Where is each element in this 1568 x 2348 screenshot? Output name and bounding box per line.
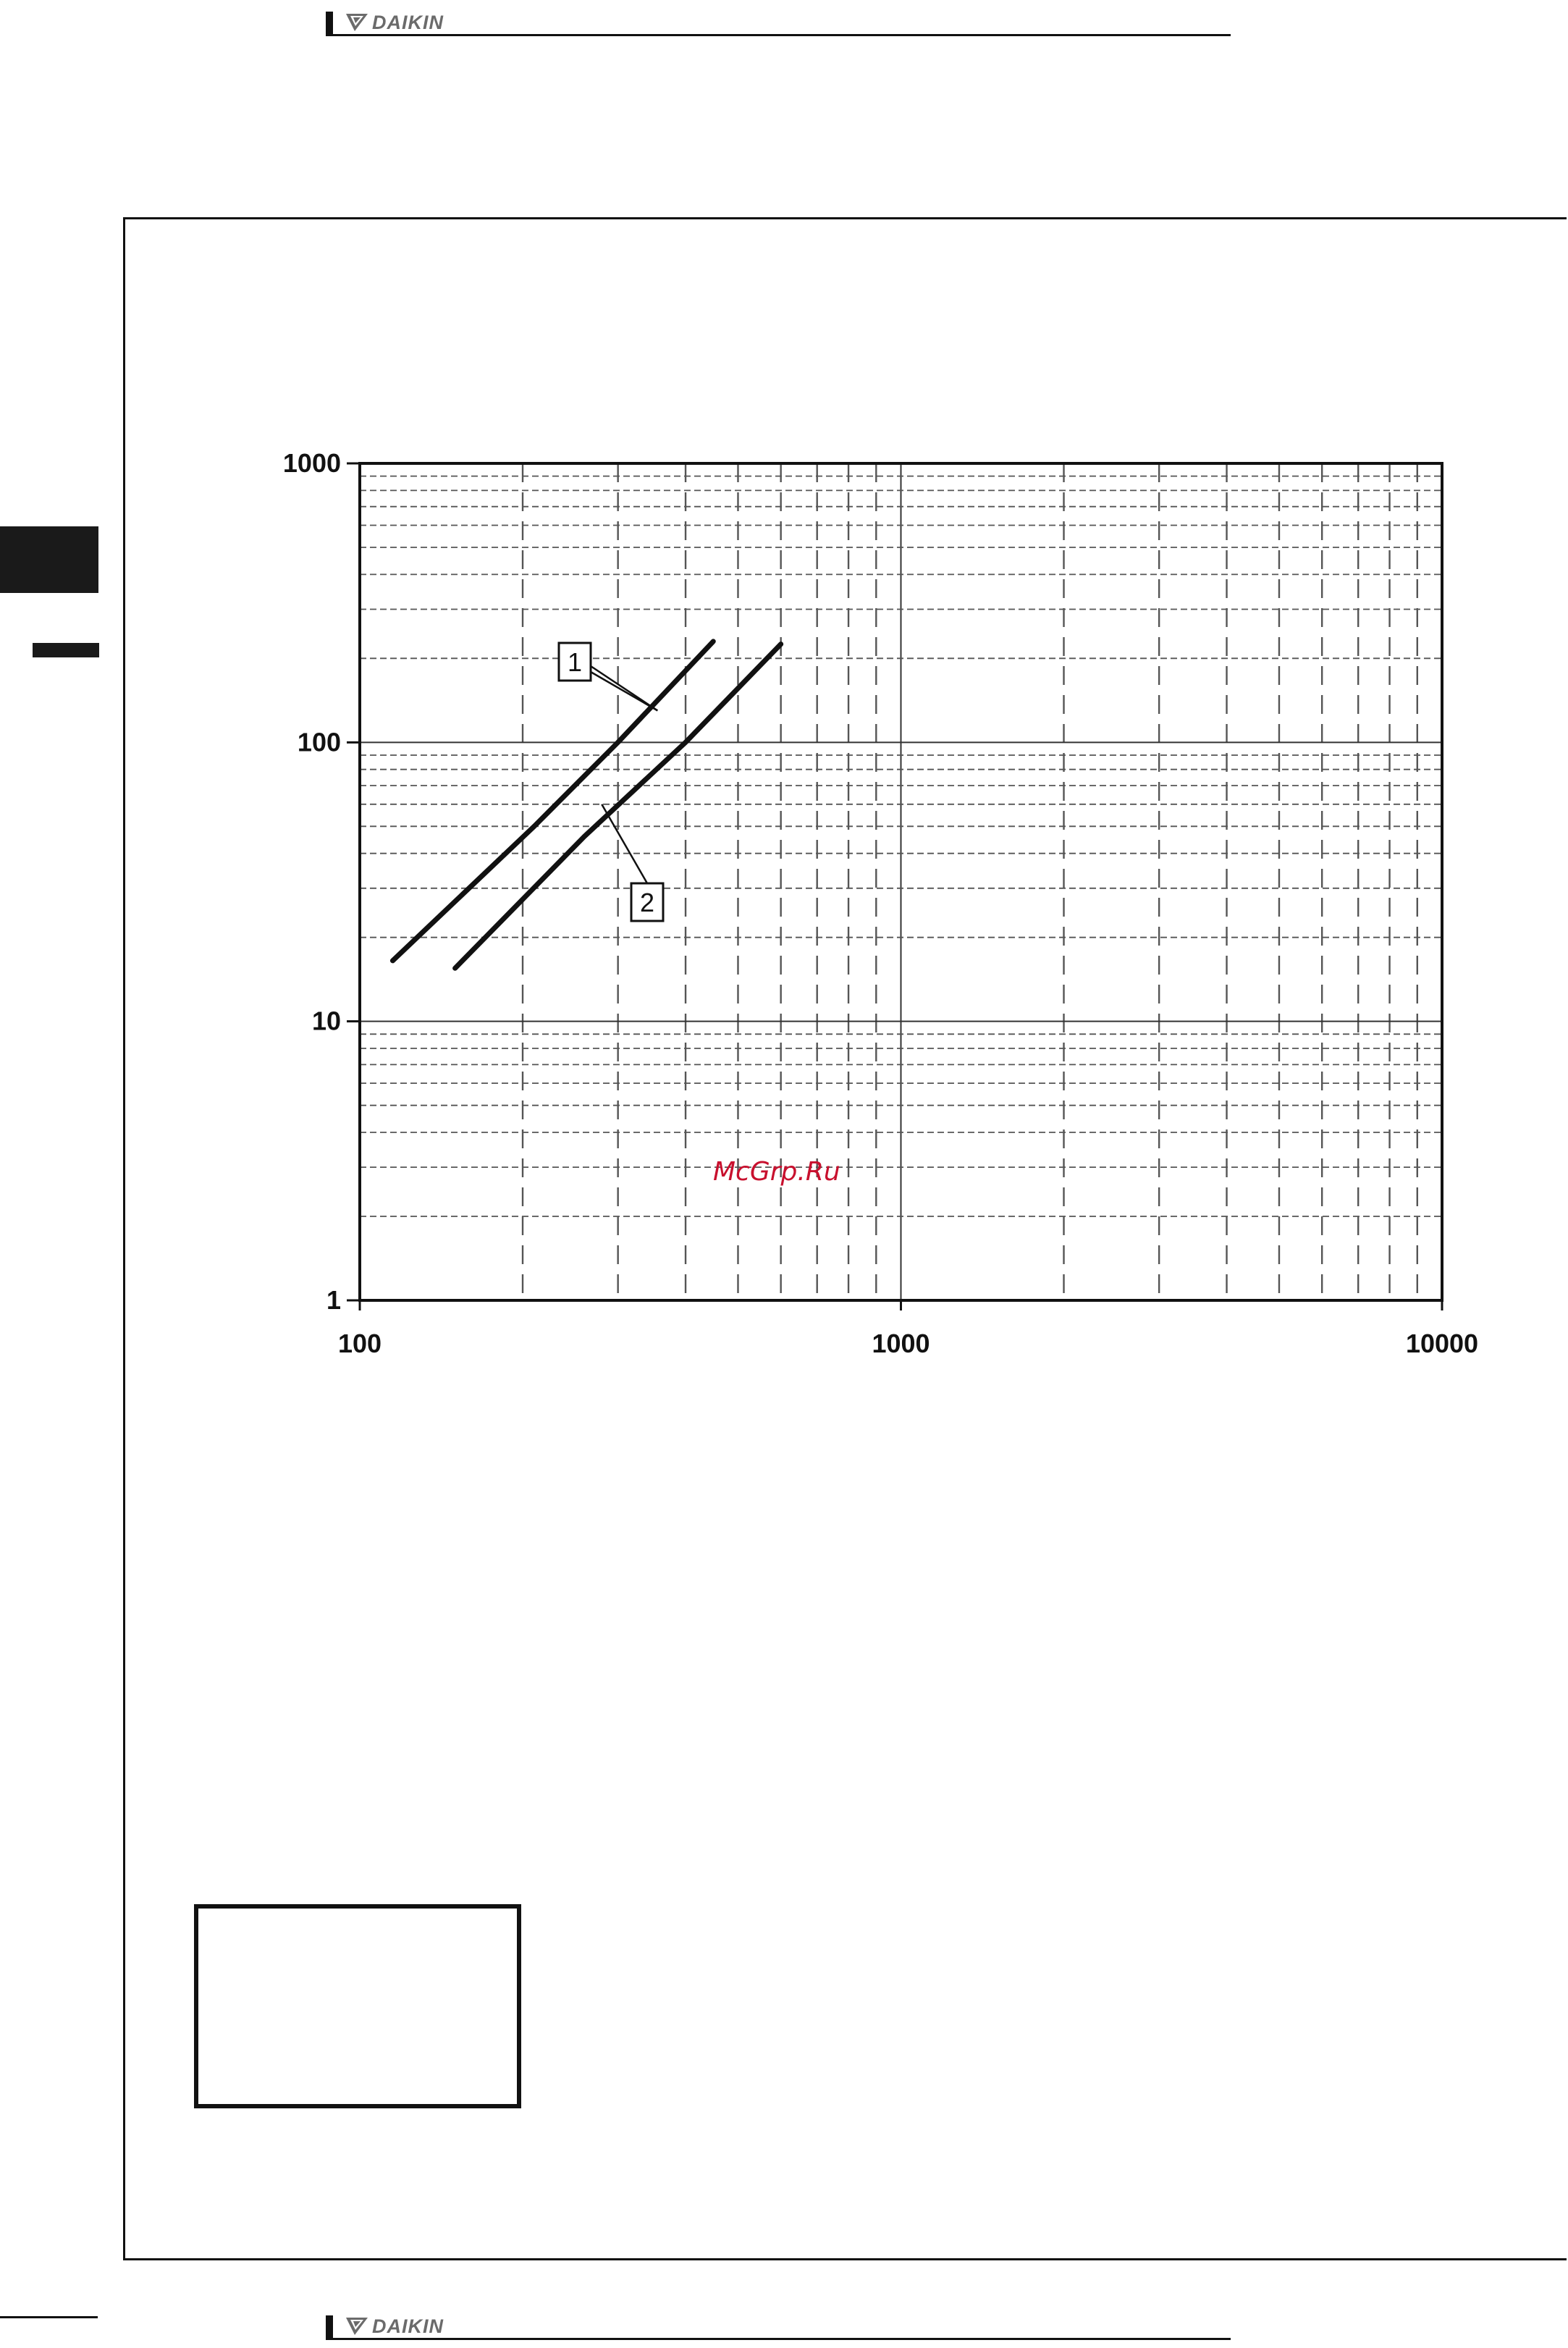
y-tick-label: 100 (297, 727, 341, 757)
daikin-triangle-icon (346, 2318, 368, 2335)
y-tick-label: 1000 (282, 448, 341, 478)
series-line-2 (455, 644, 781, 969)
empty-note-box (194, 1904, 521, 2108)
footer-rule (326, 2338, 1231, 2340)
footer-left-rule (0, 2316, 98, 2318)
x-tick-label: 100 (337, 1329, 382, 1358)
x-tick-label: 1000 (872, 1329, 930, 1358)
watermark-text: McGrp.Ru (713, 1157, 840, 1187)
chart-grid (360, 463, 1442, 1300)
series-line-1 (392, 641, 713, 961)
chart-tick-labels (283, 448, 1478, 1358)
footer-logo-tick (326, 2315, 333, 2340)
callout-leader (591, 666, 657, 710)
callout-label-1: 1 (567, 647, 583, 677)
callout-label-2: 2 (639, 888, 655, 917)
x-tick-label: 10000 (1405, 1329, 1479, 1358)
chart-callouts (559, 643, 663, 921)
callout-leader (602, 804, 647, 883)
y-tick-label: 10 (311, 1006, 341, 1036)
daikin-wordmark: DAIKIN (372, 11, 444, 33)
y-tick-label: 1 (326, 1285, 341, 1315)
footer-logo-bar (326, 2315, 1231, 2340)
daikin-wordmark-footer: DAIKIN (372, 2315, 444, 2337)
daikin-logo-footer (346, 2315, 444, 2337)
chart-axes (347, 463, 1442, 1310)
